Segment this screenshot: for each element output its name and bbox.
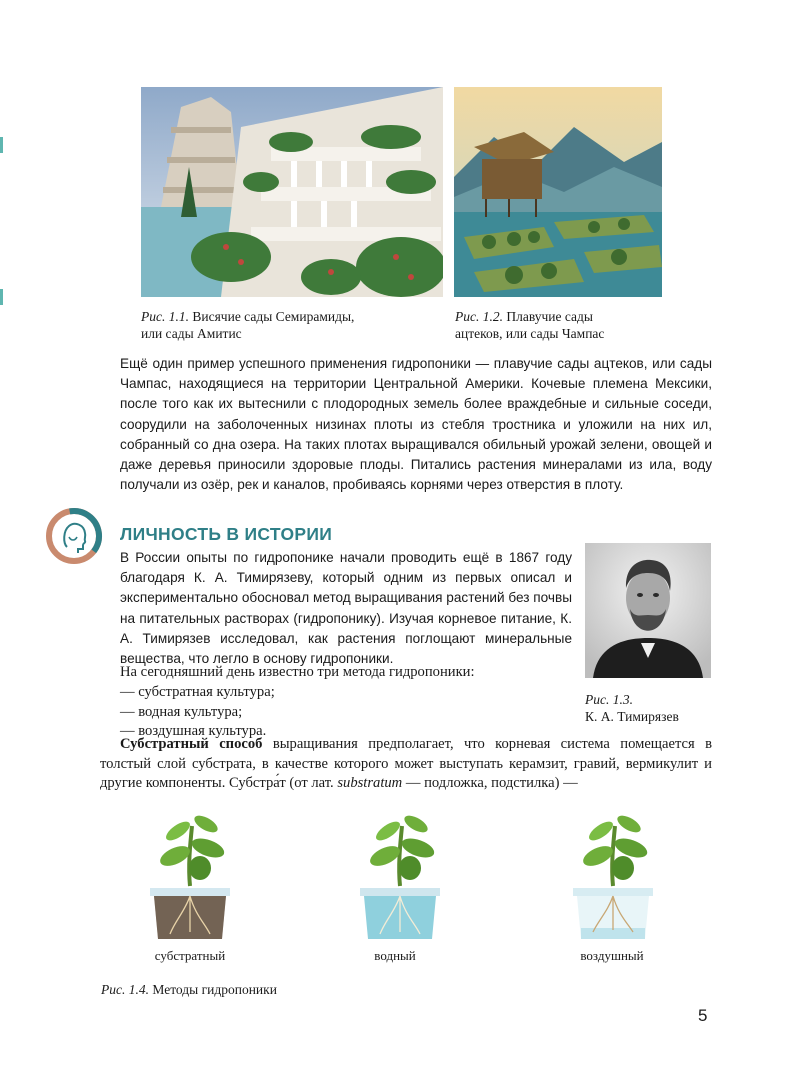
methods-item: — водная культура; [120,704,243,720]
section-paragraph: В России опыты по гидропонике начали проводить ещё в 1867 году благодаря К. А. Тимирязеву, который одним из первых описал и экспериментально обосновал метод выращивания растений без почвы на питательных растворах (гидропонику). Изучая корневое питание, К. А. Тимирязев исследовал, как растения поглощают минеральные вещества, что легло в основу гидропоники. [120,550,572,667]
plant-label-air: воздушный [580,948,644,963]
water-plant-image [350,806,450,941]
caption-text: Плавучие сады [506,309,593,324]
methods-item: — воздушная культура. [120,723,267,739]
caption-text: Методы гидропоники [152,982,277,997]
figure-number: Рис. 1.3. [585,692,633,707]
figure-1-1-caption [141,308,441,342]
caption-text: ацтеков, или сады Чампас [455,326,605,341]
figure-1-3-caption [585,691,725,725]
figure-number: Рис. 1.4. [101,982,149,997]
section-title: ЛИЧНОСТЬ В ИСТОРИИ [120,524,333,544]
caption-text: или сады Амитис [141,326,242,341]
substrate-text-b: — подложка, подстилка) — [402,775,578,792]
substrate-term: Субстратный способ [120,736,263,752]
substrate-text-a: выращивания предполагает, что корневая система помещается в толстый слой субстрата, в качестве которого может выступать керамзит, гравий, вермикулит и другие компоненты. Субстра́т (от лат. [100,736,713,792]
hanging-gardens-image [141,87,443,297]
methods-intro: На сегодняшний день известно три метода гидропоники: [120,664,475,680]
paragraph-aztec-gardens: Ещё один пример успешного применения гидропоники — плавучие сады ацтеков, или сады Чампас, находящиеся на территории Центральной Америки. Кочевые племена Мексики, после того как их вытеснили с плодородных земель более враждебные и сильные соседи, соорудили на заболоченных низинах плоты из стебля тростника и уложили на них ил, собранный со дна озера. На таких плотах выращивался обильный урожай зелени, овощей и даже деревья приносили здоровые плоды. Питались растения минералами из ила, воду получали из озёр, рек и каналов, пробиваясь корнями через отверстия в плоту. [120,356,712,493]
air-plant-image [563,806,663,941]
plant-label-substrate: субстратный [154,948,226,963]
methods-item: — субстратная культура; [120,684,275,700]
timiryazev-portrait [585,543,711,678]
edge-mark [0,289,3,305]
figure-1-4-caption [101,981,401,998]
page-number: 5 [698,1006,708,1025]
figure-number: Рис. 1.1. [141,309,189,324]
plant-label-water: водный [374,948,416,963]
caption-text: Висячие сады Семирамиды, [192,309,355,324]
edge-mark [0,137,3,153]
figure-1-2-caption [455,308,665,342]
floating-gardens-image [454,87,662,297]
substrate-latin: substratum [337,775,403,792]
substrate-plant-image [140,806,240,941]
caption-text: К. А. Тимирязев [585,709,679,724]
substrate-paragraph [100,735,712,794]
figure-number: Рис. 1.2. [455,309,503,324]
head-silhouette-icon [45,507,103,565]
